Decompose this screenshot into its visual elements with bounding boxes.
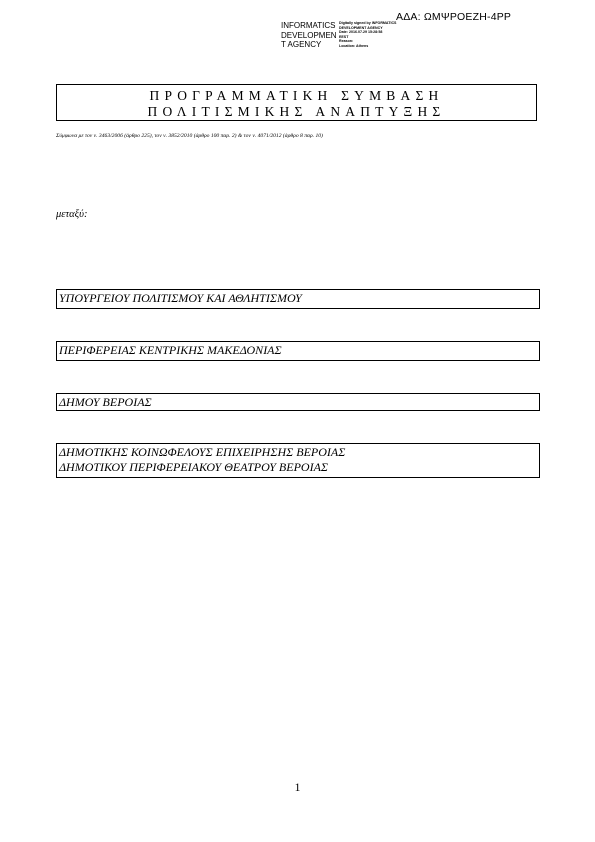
page-number: 1 (294, 780, 301, 794)
between-label: μεταξύ: (56, 209, 88, 220)
signature-detail-line: Digitally signed by INFORMATICS (339, 21, 397, 25)
party-line: ΥΠΟΥΡΓΕΙΟΥ ΠΟΛΙΤΙΣΜΟΥ ΚΑΙ ΑΘΛΗΤΙΣΜΟΥ (59, 291, 302, 305)
document-title-box (56, 84, 537, 121)
ada-code: ΑΔΑ: ΩΜΨΡΟΕΖΗ-4ΡΡ (396, 11, 512, 23)
signature-detail-line: DEVELOPMENT AGENCY (339, 25, 383, 30)
signature-detail-line: Reason: (339, 39, 354, 43)
document-subtitle: ΠΟΛΙΤΙΣΜΙΚΗΣ ΑΝΑΠΤΥΞΗΣ (147, 104, 446, 119)
party-box-region (56, 341, 540, 361)
signer-name (281, 21, 339, 50)
signer-name-line: INFORMATICS (281, 21, 336, 30)
party-line: ΔΗΜΟΤΙΚΗΣ ΚΟΙΝΩΦΕΛΟΥΣ ΕΠΙΧΕΙΡΗΣΗΣ ΒΕΡΟΙΑΣ (59, 445, 346, 459)
document-title: ΠΡΟΓΡΑΜΜΑΤΙΚΗ ΣΥΜΒΑΣΗ (149, 88, 444, 103)
party-line: ΔΗΜΟΤΙΚΟΥ ΠΕΡΙΦΕΡΕΙΑΚΟΥ ΘΕΑΤΡΟΥ ΒΕΡΟΙΑΣ (59, 460, 329, 474)
signer-name-line: T AGENCY (281, 40, 322, 49)
party-box-ministry (56, 289, 540, 309)
signature-detail-line: Date: 2016.07.29 15:28:58 (339, 30, 383, 34)
digital-signature-stamp (281, 21, 396, 50)
signature-details (339, 21, 396, 48)
party-box-enterprise (56, 443, 540, 478)
party-line: ΠΕΡΙΦΕΡΕΙΑΣ ΚΕΝΤΡΙΚΗΣ ΜΑΚΕΔΟΝΙΑΣ (59, 343, 282, 357)
signature-detail-line: Location: Athens (339, 43, 369, 48)
party-box-municipality (56, 393, 540, 411)
party-line: ΔΗΜΟΥ ΒΕΡΟΙΑΣ (59, 395, 152, 409)
signature-detail-line: EEST (339, 34, 349, 39)
legal-reference: Σύμφωνα με τον ν. 3463/2006 (άρθρο 225), τον ν. 3852/2010 (άρθρο 100 παρ. 2) & τον ν. 4071/2012 (άρθρο 8 παρ. 10) (56, 133, 323, 139)
signer-name-line: DEVELOPMEN (281, 30, 337, 40)
